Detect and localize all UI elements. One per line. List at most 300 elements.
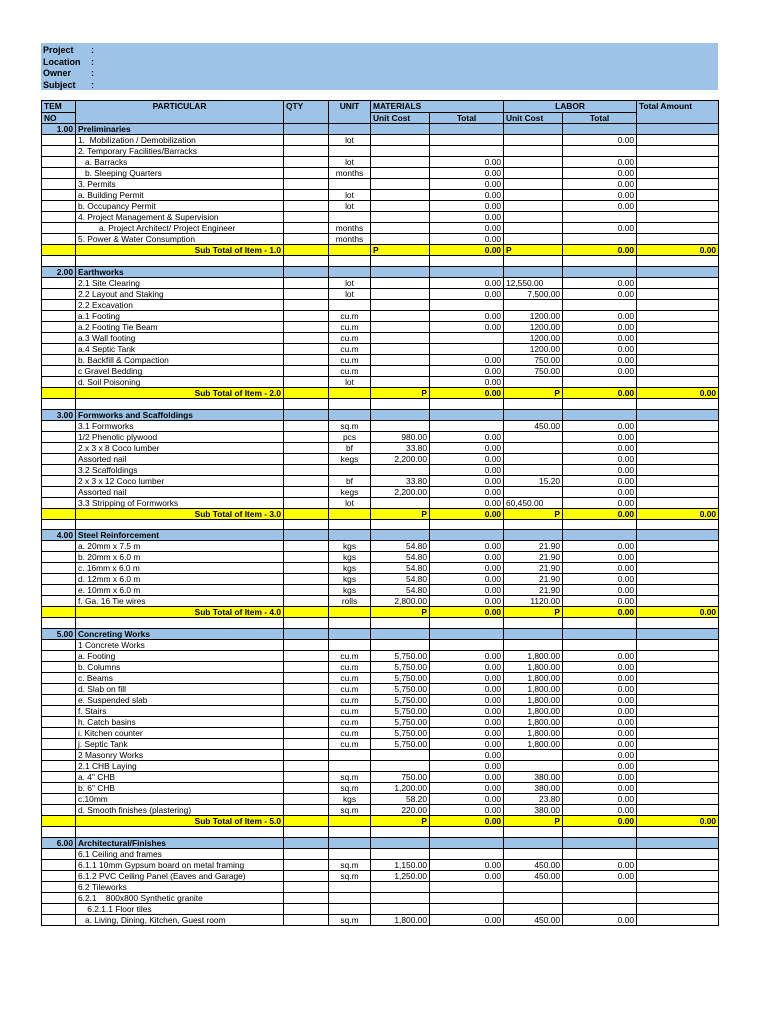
line-item-row: [42, 475, 719, 486]
unit-cell: months: [329, 168, 371, 179]
materials-total-cell: 0.00: [430, 761, 504, 772]
empty-cell: [284, 827, 329, 838]
labor-total-cell: 0.00: [563, 574, 637, 585]
empty-cell: [563, 519, 637, 530]
particular-cell: 2.1 CHB Laying: [76, 761, 284, 772]
empty-cell: [42, 783, 76, 794]
unit-cell: cu.m: [329, 365, 371, 376]
qty-cell: [284, 552, 329, 563]
total-amount-cell: [637, 717, 719, 728]
empty-cell: [563, 256, 637, 267]
empty-cell: [430, 629, 504, 640]
labor-total-cell: 0.00: [563, 662, 637, 673]
qty-cell: [284, 903, 329, 914]
empty-cell: [76, 398, 284, 409]
qty-cell: [284, 212, 329, 223]
empty-cell: [371, 827, 430, 838]
materials-total-cell: 0.00: [430, 157, 504, 168]
labor-total-cell: 0.00: [563, 750, 637, 761]
unit-cell: cu.m: [329, 684, 371, 695]
labor-total-cell: 0.00: [563, 607, 637, 618]
materials-total-cell: 0.00: [430, 651, 504, 662]
materials-header: MATERIALS: [371, 101, 504, 113]
empty-cell: [42, 662, 76, 673]
particular-cell: a.4 Septic Tank: [76, 343, 284, 354]
materials-unit-cost-cell: [371, 190, 430, 201]
materials-unit-cost-cell: [371, 354, 430, 365]
empty-cell: [563, 827, 637, 838]
labor-total-cell: 0.00: [563, 497, 637, 508]
line-item-row: [42, 673, 719, 684]
labor-total-cell: [563, 903, 637, 914]
unit-cell: months: [329, 234, 371, 245]
labor-total-cell: 0.00: [563, 442, 637, 453]
empty-cell: [76, 519, 284, 530]
section-title-cell: Architectural/Finishes: [76, 837, 284, 848]
labor-total-cell: 0.00: [563, 179, 637, 190]
labor-currency-cell: P: [504, 508, 563, 519]
total-amount-cell: [637, 651, 719, 662]
particular-cell: 4. Project Management & Supervision: [76, 212, 284, 223]
unit-cell: cu.m: [329, 695, 371, 706]
empty-cell: [637, 398, 719, 409]
empty-cell: [430, 827, 504, 838]
empty-cell: [42, 903, 76, 914]
particular-cell: e. Suspended slab: [76, 695, 284, 706]
qty-cell: [284, 332, 329, 343]
qty-cell: [284, 805, 329, 816]
particular-cell: a. Project Architect/ Project Engineer: [76, 223, 284, 234]
labor-total-cell: 0.00: [563, 761, 637, 772]
materials-unit-cost-cell: [371, 332, 430, 343]
empty-cell: [42, 168, 76, 179]
line-item-row: [42, 299, 719, 310]
unit-cell: [329, 299, 371, 310]
labor-currency-cell: P: [504, 607, 563, 618]
empty-cell: [430, 266, 504, 277]
spacer-row: [42, 827, 719, 838]
particular-cell: a. 20mm x 7.5 m: [76, 541, 284, 552]
empty-cell: [42, 717, 76, 728]
empty-cell: [504, 530, 563, 541]
total-amount-cell: [637, 343, 719, 354]
particular-cell: Assorted nail: [76, 486, 284, 497]
empty-cell: [637, 124, 719, 135]
materials-unit-cost-cell: 5,750.00: [371, 717, 430, 728]
total-amount-cell: [637, 288, 719, 299]
materials-unit-cost-cell: 220.00: [371, 805, 430, 816]
labor-unit-cost-cell: 23.80: [504, 794, 563, 805]
labor-unit-cost-cell: 1,800.00: [504, 717, 563, 728]
total-amount-cell: [637, 354, 719, 365]
empty-cell: [42, 772, 76, 783]
materials-total-cell: [430, 881, 504, 892]
particular-cell: b. Sleeping Quarters: [76, 168, 284, 179]
empty-cell: [563, 837, 637, 848]
empty-cell: [42, 190, 76, 201]
unit-cell: cu.m: [329, 321, 371, 332]
total-amount-cell: [637, 442, 719, 453]
spacer-row: [42, 256, 719, 267]
line-item-row: [42, 310, 719, 321]
empty-cell: [329, 508, 371, 519]
empty-cell: [371, 124, 430, 135]
labor-total-cell: [563, 299, 637, 310]
particular-cell: b. Occupancy Permit: [76, 201, 284, 212]
labor-unit-cost-cell: 21.90: [504, 563, 563, 574]
particular-cell: 6.1 Ceiling and frames: [76, 848, 284, 859]
section-header-row: [42, 124, 719, 135]
labor-unit-cost-cell: [504, 453, 563, 464]
unit-cell: cu.m: [329, 651, 371, 662]
empty-cell: [329, 266, 371, 277]
qty-cell: [284, 179, 329, 190]
labor-unit-cost-cell: 7,500.00: [504, 288, 563, 299]
materials-total-cell: 0.00: [430, 475, 504, 486]
qty-cell: [284, 354, 329, 365]
labor-unit-cost-cell: 450.00: [504, 420, 563, 431]
line-item-row: [42, 585, 719, 596]
particular-cell: 5. Power & Water Consumption: [76, 234, 284, 245]
materials-total-cell: 0.00: [430, 585, 504, 596]
total-amount-cell: [637, 464, 719, 475]
unit-cell: lot: [329, 190, 371, 201]
empty-cell: [430, 398, 504, 409]
materials-total-cell: 0.00: [430, 870, 504, 881]
particular-cell: a.2 Footing Tie Beam: [76, 321, 284, 332]
labor-total-cell: 0.00: [563, 794, 637, 805]
empty-cell: [371, 256, 430, 267]
labor-unit-cost-cell: [504, 234, 563, 245]
qty-cell: [284, 717, 329, 728]
empty-cell: [504, 519, 563, 530]
particular-cell: 1 Concrete Works: [76, 640, 284, 651]
labor-total-cell: 0.00: [563, 310, 637, 321]
particular-cell: 3.1 Formworks: [76, 420, 284, 431]
total-amount-cell: [637, 179, 719, 190]
empty-cell: [284, 618, 329, 629]
materials-unit-cost-cell: 2,200.00: [371, 453, 430, 464]
empty-cell: [42, 651, 76, 662]
item-number-cell: 4.00: [42, 530, 76, 541]
particular-cell: d. Slab on fill: [76, 684, 284, 695]
total-amount-cell: [637, 420, 719, 431]
empty-cell: [42, 794, 76, 805]
line-item-row: [42, 486, 719, 497]
materials-total-cell: 0.00: [430, 607, 504, 618]
line-item-row: [42, 453, 719, 464]
materials-total-cell: 0.00: [430, 859, 504, 870]
materials-total-cell: [430, 343, 504, 354]
line-item-row: [42, 168, 719, 179]
particular-cell: 6.2 Tileworks: [76, 881, 284, 892]
labor-unit-cost-cell: 450.00: [504, 859, 563, 870]
empty-cell: [42, 892, 76, 903]
labor-unit-cost-cell: 750.00: [504, 365, 563, 376]
line-item-row: [42, 376, 719, 387]
labor-total-cell: [563, 892, 637, 903]
materials-total-cell: 0.00: [430, 321, 504, 332]
total-amount-cell: [637, 157, 719, 168]
materials-unit-cost-cell: [371, 223, 430, 234]
empty-cell: [504, 618, 563, 629]
item-number-cell: 3.00: [42, 409, 76, 420]
labor-total-cell: 0.00: [563, 288, 637, 299]
empty-cell: [42, 201, 76, 212]
labor-total-cell: 0.00: [563, 651, 637, 662]
subtotal-row: [42, 816, 719, 827]
particular-cell: 6.2.1.1 Floor tiles: [76, 903, 284, 914]
materials-unit-cost-cell: 33.80: [371, 475, 430, 486]
line-item-row: [42, 288, 719, 299]
total-amount-cell: 0.00: [637, 245, 719, 256]
labor-unit-cost-cell: [504, 157, 563, 168]
materials-unit-cost-cell: [371, 761, 430, 772]
labor-total-cell: 0.00: [563, 772, 637, 783]
qty-cell: [284, 673, 329, 684]
empty-cell: [284, 256, 329, 267]
materials-total-cell: 0.00: [430, 234, 504, 245]
labor-unit-cost-cell: 1200.00: [504, 310, 563, 321]
particular-cell: e. 10mm x 6.0 m: [76, 585, 284, 596]
qty-cell: [284, 223, 329, 234]
item-number-cell: 2.00: [42, 266, 76, 277]
qty-cell: [284, 442, 329, 453]
subtotal-label-cell: Sub Total of Item - 3.0: [76, 508, 284, 519]
total-amount-cell: [637, 277, 719, 288]
subtotal-row: [42, 245, 719, 256]
line-item-row: [42, 739, 719, 750]
header-field-separator: :: [91, 45, 94, 55]
line-item-row: [42, 552, 719, 563]
unit-cell: kgs: [329, 794, 371, 805]
subtotal-label-cell: Sub Total of Item - 1.0: [76, 245, 284, 256]
qty-cell: [284, 201, 329, 212]
materials-total-cell: 0.00: [430, 365, 504, 376]
materials-total-cell: 0.00: [430, 179, 504, 190]
line-item-row: [42, 464, 719, 475]
line-item-row: [42, 662, 719, 673]
materials-total-cell: 0.00: [430, 673, 504, 684]
total-amount-cell: [637, 321, 719, 332]
labor-unit-cost-cell: [504, 431, 563, 442]
empty-cell: [42, 245, 76, 256]
materials-total-cell: 0.00: [430, 728, 504, 739]
item-no-header: TEM: [42, 101, 76, 113]
total-amount-cell: [637, 673, 719, 684]
qty-cell: [284, 343, 329, 354]
materials-unit-cost-cell: 1,800.00: [371, 914, 430, 925]
empty-cell: [42, 827, 76, 838]
materials-total-cell: 0.00: [430, 190, 504, 201]
particular-cell: a. Building Permit: [76, 190, 284, 201]
subtotal-label-cell: Sub Total of Item - 5.0: [76, 816, 284, 827]
unit-cell: lot: [329, 157, 371, 168]
materials-total-cell: 0.00: [430, 662, 504, 673]
line-item-row: [42, 903, 719, 914]
unit-cell: cu.m: [329, 717, 371, 728]
empty-cell: [637, 837, 719, 848]
unit-cell: sq.m: [329, 914, 371, 925]
empty-cell: [42, 728, 76, 739]
empty-cell: [329, 124, 371, 135]
unit-cell: [329, 848, 371, 859]
line-item-row: [42, 772, 719, 783]
labor-total-cell: 0.00: [563, 914, 637, 925]
subtotal-row: [42, 607, 719, 618]
total-amount-cell: [637, 728, 719, 739]
materials-total-cell: 0.00: [430, 563, 504, 574]
project-header: [41, 43, 718, 90]
unit-cell: cu.m: [329, 354, 371, 365]
total-amount-cell: [637, 453, 719, 464]
total-amount-cell: [637, 486, 719, 497]
labor-total-cell: 0.00: [563, 223, 637, 234]
materials-unit-cost-cell: 1,250.00: [371, 870, 430, 881]
materials-total-cell: 0.00: [430, 201, 504, 212]
particular-cell: a. Footing: [76, 651, 284, 662]
empty-cell: [42, 464, 76, 475]
empty-cell: [371, 837, 430, 848]
section-title-cell: Preliminaries: [76, 124, 284, 135]
labor-total-header: Total: [563, 113, 637, 124]
header-field-separator: :: [91, 68, 94, 78]
empty-cell: [329, 256, 371, 267]
unit-cell: sq.m: [329, 420, 371, 431]
labor-total-cell: 0.00: [563, 870, 637, 881]
materials-total-cell: 0.00: [430, 574, 504, 585]
labor-unit-cost-cell: 1,800.00: [504, 706, 563, 717]
header-field-label: Subject: [43, 79, 76, 90]
empty-cell: [42, 398, 76, 409]
line-item-row: [42, 541, 719, 552]
materials-total-cell: 0.00: [430, 376, 504, 387]
labor-unit-cost-cell: [504, 848, 563, 859]
qty-cell: [284, 321, 329, 332]
empty-cell: [42, 475, 76, 486]
materials-unit-cost-cell: 1,150.00: [371, 859, 430, 870]
line-item-row: [42, 684, 719, 695]
empty-cell: [42, 563, 76, 574]
unit-cell: [329, 640, 371, 651]
materials-unit-cost-cell: 5,750.00: [371, 673, 430, 684]
total-amount-cell: [637, 706, 719, 717]
empty-cell: [371, 266, 430, 277]
qty-cell: [284, 772, 329, 783]
line-item-row: [42, 497, 719, 508]
qty-cell: [284, 596, 329, 607]
empty-cell: [42, 277, 76, 288]
labor-total-cell: 0.00: [563, 706, 637, 717]
empty-cell: [42, 497, 76, 508]
empty-cell: [329, 816, 371, 827]
particular-cell: 6.1.2 PVC Ceiling Panel (Eaves and Garage): [76, 870, 284, 881]
empty-cell: [430, 519, 504, 530]
materials-total-cell: [430, 135, 504, 146]
materials-unit-cost-header: Unit Cost: [371, 113, 430, 124]
line-item-row: [42, 761, 719, 772]
materials-total-cell: 0.00: [430, 223, 504, 234]
empty-cell: [563, 398, 637, 409]
particular-cell: c Gravel Bedding: [76, 365, 284, 376]
total-amount-cell: [637, 563, 719, 574]
materials-total-cell: [430, 299, 504, 310]
empty-cell: [42, 574, 76, 585]
line-item-row: [42, 365, 719, 376]
materials-unit-cost-cell: 5,750.00: [371, 695, 430, 706]
total-amount-cell: [637, 234, 719, 245]
qty-cell: [284, 475, 329, 486]
materials-total-cell: 0.00: [430, 706, 504, 717]
qty-cell: [284, 761, 329, 772]
particular-cell: a. 4" CHB: [76, 772, 284, 783]
qty-cell: [284, 848, 329, 859]
materials-unit-cost-cell: 5,750.00: [371, 651, 430, 662]
empty-cell: [42, 442, 76, 453]
labor-total-cell: 0.00: [563, 464, 637, 475]
header-field-project: [43, 45, 94, 56]
qty-cell: [284, 783, 329, 794]
labor-currency-cell: P: [504, 387, 563, 398]
labor-total-cell: [563, 640, 637, 651]
empty-cell: [637, 618, 719, 629]
total-amount-cell: [637, 870, 719, 881]
unit-cell: cu.m: [329, 310, 371, 321]
total-amount-cell: [637, 761, 719, 772]
empty-cell: [371, 398, 430, 409]
materials-unit-cost-cell: 5,750.00: [371, 684, 430, 695]
materials-total-cell: 0.00: [430, 684, 504, 695]
qty-cell: [284, 695, 329, 706]
total-amount-cell: [637, 892, 719, 903]
labor-total-cell: 0.00: [563, 596, 637, 607]
item-no-header-line2: NO: [42, 113, 76, 124]
line-item-row: [42, 794, 719, 805]
labor-total-cell: 0.00: [563, 321, 637, 332]
empty-cell: [42, 453, 76, 464]
qty-cell: [284, 881, 329, 892]
line-item-row: [42, 146, 719, 157]
total-amount-cell: [637, 881, 719, 892]
materials-total-cell: 0.00: [430, 805, 504, 816]
empty-cell: [42, 750, 76, 761]
section-title-cell: Concreting Works: [76, 629, 284, 640]
particular-cell: d. 12mm x 6.0 m: [76, 574, 284, 585]
empty-cell: [563, 618, 637, 629]
materials-total-cell: 0.00: [430, 750, 504, 761]
qty-cell: [284, 365, 329, 376]
materials-unit-cost-cell: 54.80: [371, 541, 430, 552]
unit-cell: pcs: [329, 431, 371, 442]
qty-cell: [284, 574, 329, 585]
labor-total-cell: 0.00: [563, 508, 637, 519]
empty-cell: [371, 530, 430, 541]
section-title-cell: Steel Reinforcement: [76, 530, 284, 541]
materials-total-cell: 0.00: [430, 816, 504, 827]
empty-cell: [42, 848, 76, 859]
qty-cell: [284, 168, 329, 179]
materials-unit-cost-cell: 2,800.00: [371, 596, 430, 607]
qty-header: QTY: [284, 101, 329, 124]
section-title-cell: Formworks and Scaffoldings: [76, 409, 284, 420]
particular-cell: b. 6" CHB: [76, 783, 284, 794]
unit-cell: kegs: [329, 453, 371, 464]
empty-cell: [42, 234, 76, 245]
empty-cell: [430, 837, 504, 848]
empty-cell: [284, 245, 329, 256]
unit-cell: sq.m: [329, 783, 371, 794]
empty-cell: [329, 530, 371, 541]
